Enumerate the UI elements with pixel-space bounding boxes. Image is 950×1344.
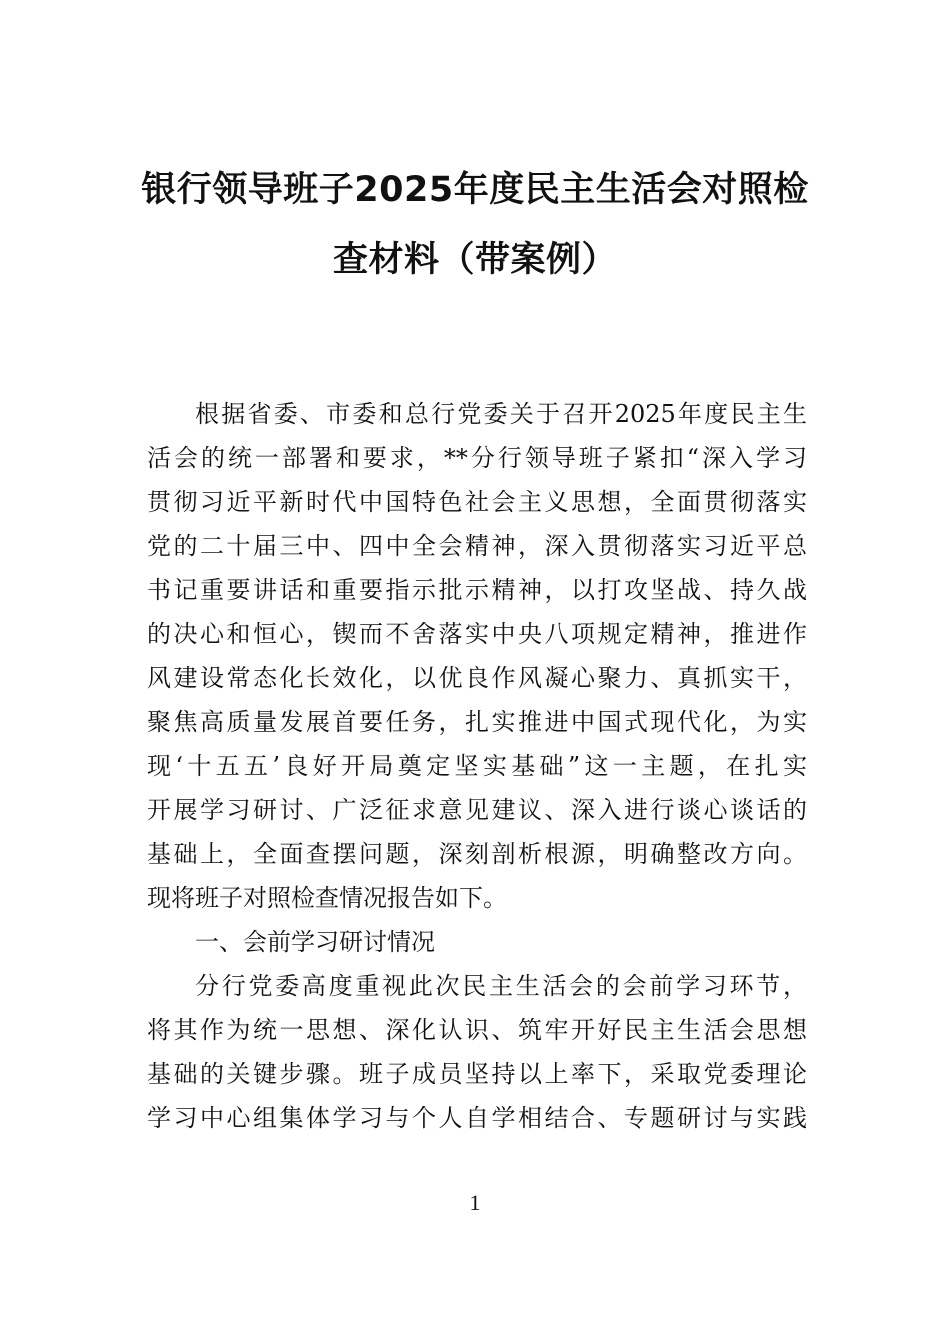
paragraph-1-line: 聚焦高质量发展首要任务，扎实推进中国式现代化，为实 xyxy=(147,708,807,736)
paragraph-1-line: 根据省委、市委和总行党委关于召开2025年度民主生 xyxy=(195,400,807,428)
page-number: 1 xyxy=(469,1190,481,1215)
document-title-line-1: 银行领导班子2025年度民主生活会对照检 xyxy=(141,170,809,210)
paragraph-1-line: 基础上，全面查摆问题，深刻剖析根源，明确整改方向。 xyxy=(147,840,807,868)
paragraph-1-line: 开展学习研讨、广泛征求意见建议、深入进行谈心谈话的 xyxy=(147,796,807,824)
paragraph-1-line: 现‘十五五’良好开局奠定坚实基础”这一主题，在扎实 xyxy=(147,752,807,780)
paragraph-1-line: 书记重要讲话和重要指示批示精神，以打攻坚战、持久战 xyxy=(147,576,807,604)
paragraph-1-line: 活会的统一部署和要求，**分行领导班子紧扣“深入学习 xyxy=(147,444,807,472)
paragraph-1-line: 风建设常态化长效化，以优良作风凝心聚力、真抓实干， xyxy=(147,664,807,692)
section-1-heading: 一、会前学习研讨情况 xyxy=(195,928,435,956)
paragraph-1-line: 贯彻习近平新时代中国特色社会主义思想，全面贯彻落实 xyxy=(147,488,807,516)
paragraph-2-line: 将其作为统一思想、深化认识、筑牢开好民主生活会思想 xyxy=(147,1016,807,1044)
paragraph-2-line: 学习中心组集体学习与个人自学相结合、专题研讨与实践 xyxy=(147,1104,807,1132)
paragraph-2-line: 基础的关键步骤。班子成员坚持以上率下，采取党委理论 xyxy=(147,1060,807,1088)
paragraph-1-line: 现将班子对照检查情况报告如下。 xyxy=(147,884,507,912)
paragraph-1-line: 党的二十届三中、四中全会精神，深入贯彻落实习近平总 xyxy=(147,532,807,560)
paragraph-1-line: 的决心和恒心，锲而不舍落实中央八项规定精神，推进作 xyxy=(147,620,807,648)
document-title-line-2: 查材料（带案例） xyxy=(332,240,617,280)
paragraph-2-line: 分行党委高度重视此次民主生活会的会前学习环节， xyxy=(195,972,807,1000)
